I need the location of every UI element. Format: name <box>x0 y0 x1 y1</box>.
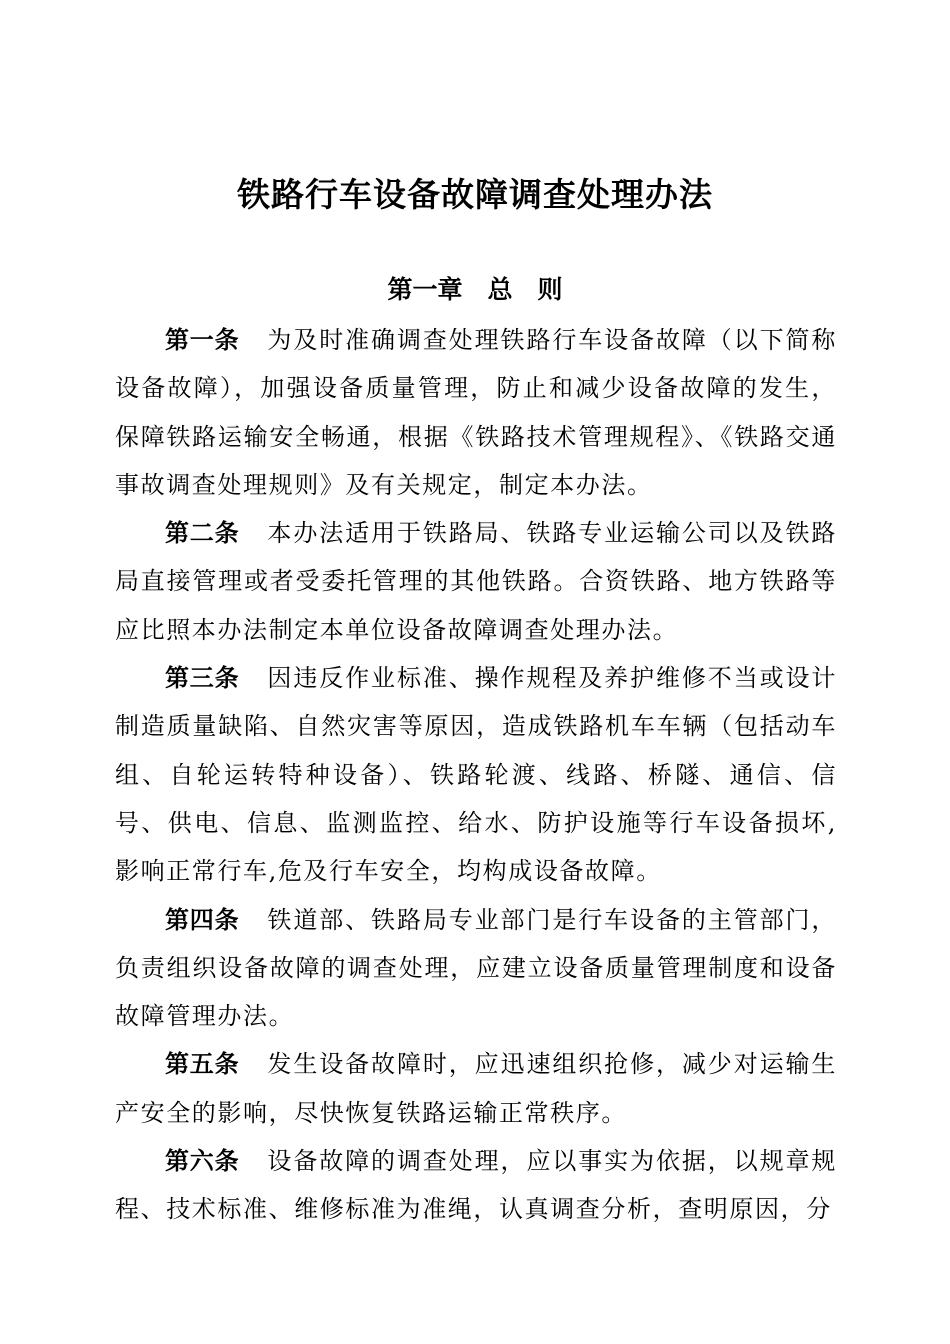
article-label: 第六条 <box>165 1147 240 1176</box>
article-text: 为及时准确调查处理铁路行车设备故障（以下简称设备故障），加强设备质量管理，防止和减少设备故障的发生，保障铁路运输安全畅通，根据《铁路技术管理规程》、《铁路交通事故调查处理规则》及有关规定，制定本办法。 <box>115 326 838 499</box>
document-body <box>115 316 837 1234</box>
article-1 <box>115 316 837 509</box>
article-label: 第三条 <box>165 664 240 693</box>
article-3 <box>115 654 837 895</box>
article-label: 第二条 <box>165 519 240 548</box>
article-2 <box>115 509 837 654</box>
article-text: 本办法适用于铁路局、铁路专业运输公司以及铁路局直接管理或者受委托管理的其他铁路。合资铁路、地方铁路等应比照本办法制定本单位设备故障调查处理办法。 <box>115 519 838 644</box>
article-label: 第五条 <box>165 1050 240 1079</box>
article-5 <box>115 1040 837 1137</box>
article-text: 铁道部、铁路局专业部门是行车设备的主管部门，负责组织设备故障的调查处理，应建立设备质量管理制度和设备故障管理办法。 <box>115 905 838 1031</box>
article-text: 设备故障的调查处理，应以事实为依据，以规章规程、技术标准、维修标准为准绳，认真调查分析，查明原因，分 <box>115 1147 838 1224</box>
article-label: 第一条 <box>165 326 240 354</box>
article-text: 发生设备故障时，应迅速组织抢修，减少对运输生产安全的影响，尽快恢复铁路运输正常秩序。 <box>115 1050 838 1127</box>
article-text: 因违反作业标准、操作规程及养护维修不当或设计制造质量缺陷、自然灾害等原因，造成铁路机车车辆（包括动车组、自轮运转特种设备）、铁路轮渡、线路、桥隧、通信、信号、供电、信息、监测监控、给水、防护设施等行车设备损坏,影响正常行车,危及行车安全，均构成设备故障。 <box>115 664 838 886</box>
document-title: 铁路行车设备故障调查处理办法 <box>237 175 713 214</box>
article-label: 第四条 <box>165 905 240 934</box>
article-4 <box>115 896 837 1041</box>
article-6 <box>115 1137 837 1234</box>
chapter-heading: 第一章 总 则 <box>387 275 563 304</box>
